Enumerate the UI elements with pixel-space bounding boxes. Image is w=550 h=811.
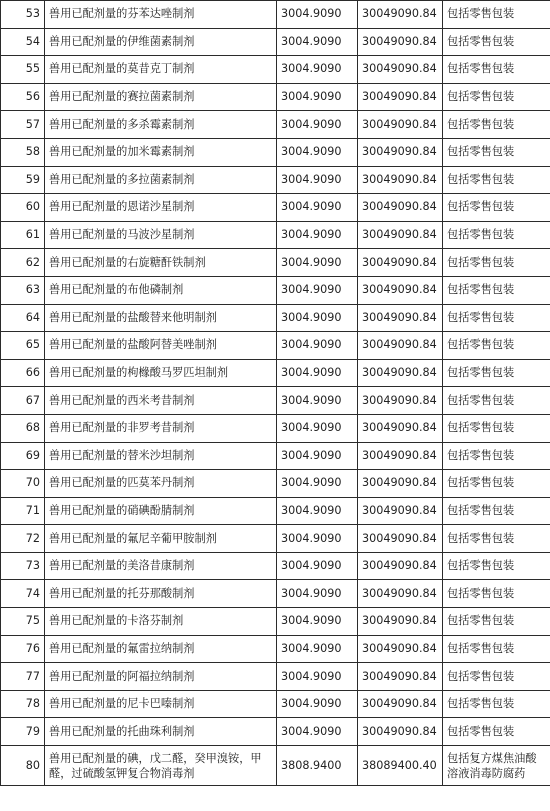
note-cell: 包括零售包装	[443, 304, 550, 332]
tariff-code-cell: 30049090.84	[358, 276, 443, 304]
product-name-cell: 兽用已配剂量的尼卡巴嗪制剂	[45, 690, 277, 718]
note-cell: 包括零售包装	[443, 166, 550, 194]
product-name-cell: 兽用已配剂量的阿福拉纳制剂	[45, 663, 277, 691]
note-cell: 包括零售包装	[443, 138, 550, 166]
tariff-code-cell: 38089400.40	[358, 746, 443, 786]
tariff-table-body	[1, 1, 550, 786]
tariff-code-cell: 30049090.84	[358, 580, 443, 608]
row-number-cell: 68	[1, 414, 45, 442]
note-cell: 包括零售包装	[443, 690, 550, 718]
tariff-heading-cell: 3004.9090	[277, 221, 358, 249]
product-name-cell: 兽用已配剂量的加米霉素制剂	[45, 138, 277, 166]
tariff-code-cell: 30049090.84	[358, 166, 443, 194]
note-cell: 包括零售包装	[443, 470, 550, 498]
table-row	[1, 414, 550, 442]
product-name-cell: 兽用已配剂量的枸橼酸马罗匹坦制剂	[45, 359, 277, 387]
tariff-code-cell: 30049090.84	[358, 194, 443, 222]
tariff-heading-cell: 3004.9090	[277, 83, 358, 111]
tariff-code-cell: 30049090.84	[358, 28, 443, 56]
tariff-code-cell: 30049090.84	[358, 414, 443, 442]
product-name-cell: 兽用已配剂量的右旋糖酐铁制剂	[45, 249, 277, 277]
row-number-cell: 75	[1, 608, 45, 636]
note-cell: 包括复方煤焦油酸溶液消毒防腐药	[443, 746, 550, 786]
row-number-cell: 59	[1, 166, 45, 194]
table-row	[1, 359, 550, 387]
row-number-cell: 53	[1, 1, 45, 29]
table-row	[1, 332, 550, 360]
tariff-code-cell: 30049090.84	[358, 442, 443, 470]
product-name-cell: 兽用已配剂量的西米考昔制剂	[45, 387, 277, 415]
product-name-cell: 兽用已配剂量的芬苯达唑制剂	[45, 1, 277, 29]
row-number-cell: 65	[1, 332, 45, 360]
tariff-code-cell: 30049090.84	[358, 56, 443, 84]
tariff-heading-cell: 3004.9090	[277, 304, 358, 332]
row-number-cell: 67	[1, 387, 45, 415]
tariff-code-cell: 30049090.84	[358, 221, 443, 249]
product-name-cell: 兽用已配剂量的氟尼辛葡甲胺制剂	[45, 525, 277, 553]
row-number-cell: 77	[1, 663, 45, 691]
note-cell: 包括零售包装	[443, 718, 550, 746]
tariff-heading-cell: 3004.9090	[277, 194, 358, 222]
note-cell: 包括零售包装	[443, 249, 550, 277]
tariff-code-cell: 30049090.84	[358, 635, 443, 663]
product-name-cell: 兽用已配剂量的莫昔克丁制剂	[45, 56, 277, 84]
tariff-heading-cell: 3004.9090	[277, 276, 358, 304]
table-row	[1, 276, 550, 304]
table-row	[1, 497, 550, 525]
row-number-cell: 76	[1, 635, 45, 663]
table-row	[1, 304, 550, 332]
row-number-cell: 80	[1, 746, 45, 786]
row-number-cell: 62	[1, 249, 45, 277]
tariff-code-cell: 30049090.84	[358, 552, 443, 580]
tariff-code-cell: 30049090.84	[358, 332, 443, 360]
tariff-code-cell: 30049090.84	[358, 83, 443, 111]
note-cell: 包括零售包装	[443, 608, 550, 636]
tariff-heading-cell: 3004.9090	[277, 249, 358, 277]
tariff-heading-cell: 3004.9090	[277, 56, 358, 84]
tariff-heading-cell: 3004.9090	[277, 1, 358, 29]
tariff-heading-cell: 3004.9090	[277, 414, 358, 442]
tariff-heading-cell: 3004.9090	[277, 359, 358, 387]
table-row-80	[1, 746, 550, 786]
product-name-cell: 兽用已配剂量的托芬那酸制剂	[45, 580, 277, 608]
note-cell: 包括零售包装	[443, 332, 550, 360]
table-row	[1, 83, 550, 111]
note-cell: 包括零售包装	[443, 414, 550, 442]
table-row	[1, 56, 550, 84]
product-name-cell: 兽用已配剂量的替米沙坦制剂	[45, 442, 277, 470]
note-cell: 包括零售包装	[443, 111, 550, 139]
table-row	[1, 552, 550, 580]
note-cell: 包括零售包装	[443, 635, 550, 663]
product-name-cell: 兽用已配剂量的布他磷制剂	[45, 276, 277, 304]
product-name-cell: 兽用已配剂量的托曲珠利制剂	[45, 718, 277, 746]
tariff-heading-cell: 3004.9090	[277, 166, 358, 194]
table-row	[1, 221, 550, 249]
row-number-cell: 72	[1, 525, 45, 553]
tariff-heading-cell: 3004.9090	[277, 635, 358, 663]
tariff-code-cell: 30049090.84	[358, 663, 443, 691]
tariff-heading-cell: 3004.9090	[277, 525, 358, 553]
row-number-cell: 55	[1, 56, 45, 84]
tariff-code-cell: 30049090.84	[358, 497, 443, 525]
tariff-code-cell: 30049090.84	[358, 304, 443, 332]
product-name-cell: 兽用已配剂量的非罗考昔制剂	[45, 414, 277, 442]
tariff-heading-cell: 3004.9090	[277, 387, 358, 415]
note-cell: 包括零售包装	[443, 221, 550, 249]
row-number-cell: 56	[1, 83, 45, 111]
product-name-cell: 兽用已配剂量的硝碘酚腈制剂	[45, 497, 277, 525]
row-number-cell: 79	[1, 718, 45, 746]
tariff-heading-cell: 3004.9090	[277, 28, 358, 56]
table-row	[1, 580, 550, 608]
tariff-code-cell: 30049090.84	[358, 359, 443, 387]
note-cell: 包括零售包装	[443, 359, 550, 387]
tariff-heading-cell: 3808.9400	[277, 746, 358, 786]
table-row	[1, 470, 550, 498]
tariff-heading-cell: 3004.9090	[277, 111, 358, 139]
tariff-heading-cell: 3004.9090	[277, 470, 358, 498]
tariff-code-cell: 30049090.84	[358, 690, 443, 718]
product-name-cell: 兽用已配剂量的盐酸阿替美唑制剂	[45, 332, 277, 360]
table-row	[1, 166, 550, 194]
product-name-cell: 兽用已配剂量的马波沙星制剂	[45, 221, 277, 249]
tariff-code-cell: 30049090.84	[358, 249, 443, 277]
row-number-cell: 54	[1, 28, 45, 56]
table-row	[1, 387, 550, 415]
row-number-cell: 74	[1, 580, 45, 608]
row-number-cell: 73	[1, 552, 45, 580]
product-name-cell: 兽用已配剂量的盐酸替来他明制剂	[45, 304, 277, 332]
note-cell: 包括零售包装	[443, 552, 550, 580]
tariff-code-cell: 30049090.84	[358, 387, 443, 415]
product-name-cell: 兽用已配剂量的卡洛芬制剂	[45, 608, 277, 636]
tariff-code-cell: 30049090.84	[358, 608, 443, 636]
table-row	[1, 28, 550, 56]
note-cell: 包括零售包装	[443, 497, 550, 525]
row-number-cell: 78	[1, 690, 45, 718]
product-name-cell: 兽用已配剂量的恩诺沙星制剂	[45, 194, 277, 222]
tariff-code-cell: 30049090.84	[358, 111, 443, 139]
row-number-cell: 71	[1, 497, 45, 525]
row-number-cell: 61	[1, 221, 45, 249]
product-name-cell: 兽用已配剂量的多拉菌素制剂	[45, 166, 277, 194]
note-cell: 包括零售包装	[443, 387, 550, 415]
row-number-cell: 63	[1, 276, 45, 304]
tariff-heading-cell: 3004.9090	[277, 497, 358, 525]
tariff-heading-cell: 3004.9090	[277, 442, 358, 470]
note-cell: 包括零售包装	[443, 28, 550, 56]
table-row	[1, 1, 550, 29]
table-row	[1, 525, 550, 553]
note-cell: 包括零售包装	[443, 442, 550, 470]
tariff-code-cell: 30049090.84	[358, 470, 443, 498]
table-row	[1, 111, 550, 139]
tariff-heading-cell: 3004.9090	[277, 608, 358, 636]
tariff-heading-cell: 3004.9090	[277, 332, 358, 360]
tariff-heading-cell: 3004.9090	[277, 552, 358, 580]
tariff-heading-cell: 3004.9090	[277, 690, 358, 718]
product-name-cell: 兽用已配剂量的碘，戊二醛，癸甲溴铵，甲醛，过硫酸氢钾复合物消毒剂	[45, 746, 277, 786]
row-number-cell: 60	[1, 194, 45, 222]
product-name-cell: 兽用已配剂量的匹莫苯丹制剂	[45, 470, 277, 498]
table-row	[1, 608, 550, 636]
row-number-cell: 64	[1, 304, 45, 332]
note-cell: 包括零售包装	[443, 1, 550, 29]
product-name-cell: 兽用已配剂量的赛拉菌素制剂	[45, 83, 277, 111]
product-name-cell: 兽用已配剂量的氟雷拉纳制剂	[45, 635, 277, 663]
table-row	[1, 718, 550, 746]
table-row	[1, 194, 550, 222]
tariff-heading-cell: 3004.9090	[277, 580, 358, 608]
row-number-cell: 66	[1, 359, 45, 387]
note-cell: 包括零售包装	[443, 525, 550, 553]
row-number-cell: 70	[1, 470, 45, 498]
table-row	[1, 138, 550, 166]
note-cell: 包括零售包装	[443, 56, 550, 84]
tariff-heading-cell: 3004.9090	[277, 138, 358, 166]
note-cell: 包括零售包装	[443, 194, 550, 222]
tariff-code-cell: 30049090.84	[358, 525, 443, 553]
tariff-code-cell: 30049090.84	[358, 718, 443, 746]
product-name-cell: 兽用已配剂量的美洛昔康制剂	[45, 552, 277, 580]
product-name-cell: 兽用已配剂量的多杀霉素制剂	[45, 111, 277, 139]
note-cell: 包括零售包装	[443, 276, 550, 304]
table-row	[1, 442, 550, 470]
table-row	[1, 249, 550, 277]
tariff-code-cell: 30049090.84	[358, 1, 443, 29]
note-cell: 包括零售包装	[443, 580, 550, 608]
tariff-code-cell: 30049090.84	[358, 138, 443, 166]
row-number-cell: 69	[1, 442, 45, 470]
table-row	[1, 635, 550, 663]
row-number-cell: 58	[1, 138, 45, 166]
note-cell: 包括零售包装	[443, 663, 550, 691]
table-row	[1, 690, 550, 718]
product-name-cell: 兽用已配剂量的伊维菌素制剂	[45, 28, 277, 56]
table-row	[1, 663, 550, 691]
tariff-heading-cell: 3004.9090	[277, 718, 358, 746]
note-cell: 包括零售包装	[443, 83, 550, 111]
row-number-cell: 57	[1, 111, 45, 139]
tariff-heading-cell: 3004.9090	[277, 663, 358, 691]
